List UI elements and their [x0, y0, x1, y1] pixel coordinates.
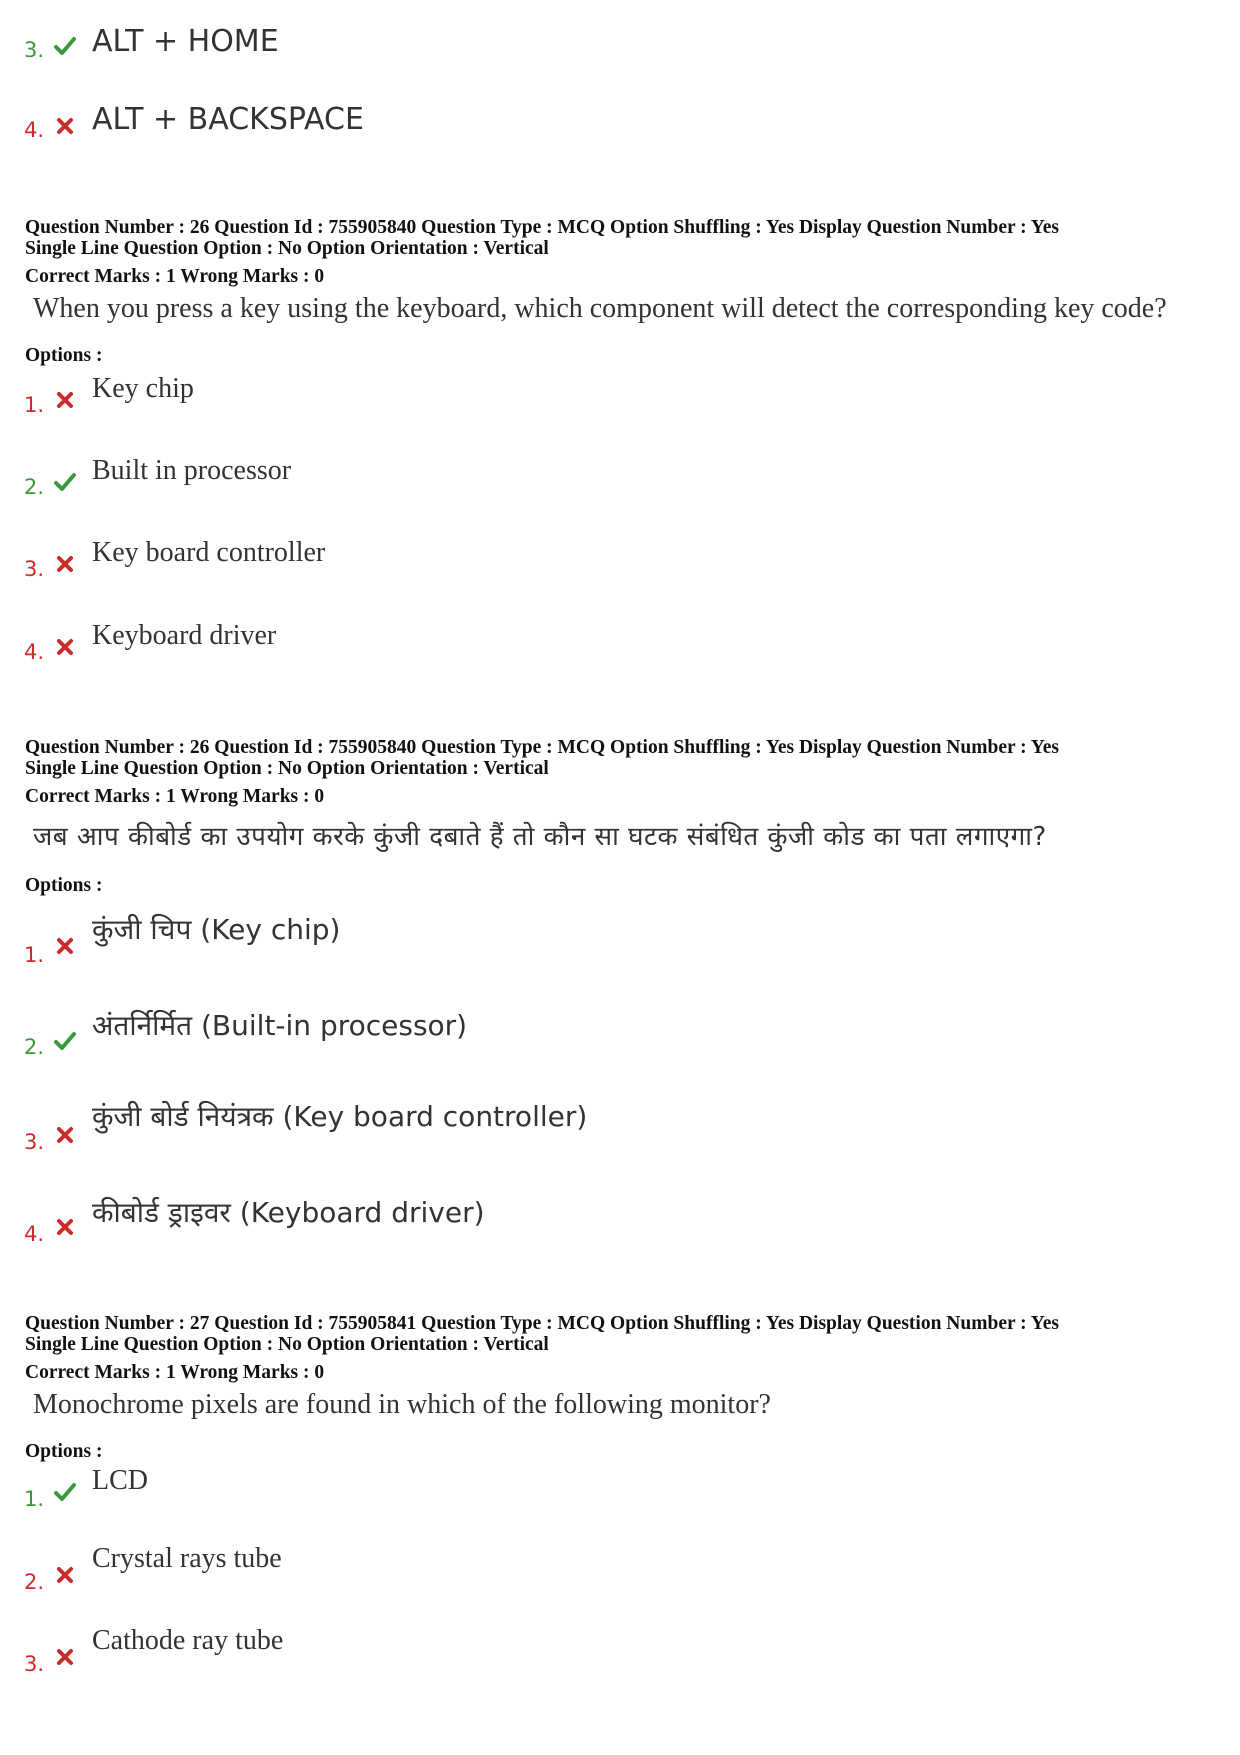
cross-icon: [54, 1216, 76, 1238]
option-number: 2.: [24, 1570, 45, 1594]
question-marks: Correct Marks : 1 Wrong Marks : 0: [25, 786, 325, 807]
option-text: Key board controller: [92, 537, 326, 568]
option-number: 4.: [24, 1222, 45, 1246]
option-number: 3.: [24, 557, 45, 581]
check-icon: [54, 1030, 76, 1052]
option-number: 3.: [24, 38, 45, 62]
options-label: Options :: [25, 345, 103, 366]
question-marks: Correct Marks : 1 Wrong Marks : 0: [25, 1362, 325, 1383]
option-number: 1.: [24, 1487, 45, 1511]
option-number: 4.: [24, 118, 45, 142]
option-text: ALT + HOME: [92, 24, 279, 59]
question-marks: Correct Marks : 1 Wrong Marks : 0: [25, 266, 325, 287]
option-text: Key chip: [92, 373, 194, 404]
option-number: 2.: [24, 475, 45, 499]
cross-icon: [54, 935, 76, 957]
option-number: 1.: [24, 393, 45, 417]
cross-icon: [54, 115, 76, 137]
option-text: अंतर्निर्मित (Built-in processor): [92, 1009, 468, 1042]
check-icon: [54, 35, 76, 57]
option-text: कुंजी बोर्ड नियंत्रक (Key board controller): [92, 1100, 588, 1133]
question-text: Monochrome pixels are found in which of the following monitor?: [33, 1389, 771, 1420]
options-label: Options :: [25, 1441, 103, 1462]
option-text: Cathode ray tube: [92, 1625, 284, 1656]
option-text: कुंजी चिप (Key chip): [92, 913, 341, 946]
option-number: 1.: [24, 943, 45, 967]
question-text: जब आप कीबोर्ड का उपयोग करके कुंजी दबाते हैं तो कौन सा घटक संबंधित कुंजी कोड का पता लगाएगा?: [33, 822, 1047, 852]
cross-icon: [54, 1124, 76, 1146]
option-number: 3.: [24, 1130, 45, 1154]
check-icon: [54, 1481, 76, 1503]
question-text: When you press a key using the keyboard, which component will detect the corresponding key code?: [33, 293, 1167, 324]
option-number: 3.: [24, 1652, 45, 1676]
cross-icon: [54, 389, 76, 411]
option-text: कीबोर्ड ड्राइवर (Keyboard driver): [92, 1196, 485, 1229]
question-meta: Question Number : 26 Question Id : 755905840 Question Type : MCQ Option Shuffling : Yes Display Question Number : Yes Single Line Question Option : No Option Orientation : Vertical: [25, 737, 1059, 779]
option-text: Built in processor: [92, 455, 292, 486]
check-icon: [54, 471, 76, 493]
question-meta: Question Number : 27 Question Id : 755905841 Question Type : MCQ Option Shuffling : Yes Display Question Number : Yes Single Line Question Option : No Option Orientation : Vertical: [25, 1313, 1059, 1355]
option-text: Crystal rays tube: [92, 1543, 282, 1574]
cross-icon: [54, 1564, 76, 1586]
option-number: 4.: [24, 640, 45, 664]
options-label: Options :: [25, 875, 103, 896]
cross-icon: [54, 1646, 76, 1668]
option-text: LCD: [92, 1465, 148, 1496]
option-text: Keyboard driver: [92, 620, 277, 651]
option-text: ALT + BACKSPACE: [92, 102, 364, 137]
cross-icon: [54, 553, 76, 575]
cross-icon: [54, 636, 76, 658]
option-number: 2.: [24, 1035, 45, 1059]
question-meta: Question Number : 26 Question Id : 755905840 Question Type : MCQ Option Shuffling : Yes Display Question Number : Yes Single Line Question Option : No Option Orientation : Vertical: [25, 217, 1059, 259]
